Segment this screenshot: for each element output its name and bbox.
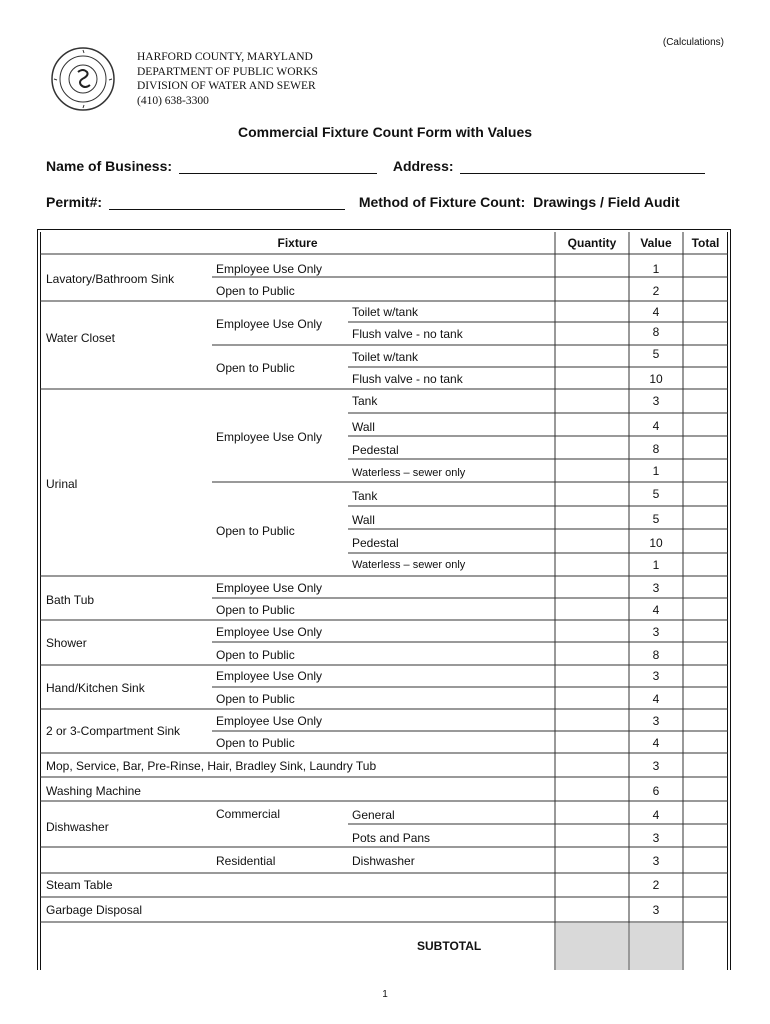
bath-employee: Employee Use Only [216, 581, 323, 595]
value-cell: 6 [652, 784, 660, 798]
lavatory-employee: Employee Use Only [216, 262, 323, 276]
value-cell: 4 [652, 808, 660, 822]
value-cell: 8 [652, 648, 660, 662]
value-cell: 3 [652, 831, 660, 845]
calculations-note: (Calculations) [662, 37, 724, 48]
value-cell: 4 [652, 736, 660, 750]
fixture-urinal: Urinal [46, 477, 78, 491]
urinal-emp-waterless: Waterless – sewer only [352, 467, 466, 479]
value-cell: 1 [652, 464, 660, 478]
value-cell: 5 [652, 487, 660, 501]
value-cell: 10 [649, 372, 663, 386]
value-cell: 4 [652, 692, 660, 706]
urinal-emp-tank: Tank [352, 394, 378, 408]
form-title: Commercial Fixture Count Form with Values [237, 124, 533, 140]
value-cell: 4 [652, 305, 660, 319]
urinal-emp-wall: Wall [352, 420, 375, 434]
fixture-bath-tub: Bath Tub [46, 593, 95, 607]
wc-public: Open to Public [216, 361, 295, 375]
header-fixture: Fixture [277, 236, 318, 250]
value-cell: 10 [649, 536, 663, 550]
value-cell: 3 [652, 669, 660, 683]
subtotal-total-cell[interactable] [684, 923, 727, 969]
dish-residential-dishwasher: Dishwasher [352, 854, 415, 868]
value-cell: 3 [652, 394, 660, 408]
fixture-steam-table: Steam Table [46, 878, 113, 892]
value-cell: 3 [652, 714, 660, 728]
shower-employee: Employee Use Only [216, 625, 323, 639]
wc-pub-tank: Toilet w/tank [352, 350, 419, 364]
urinal-pub-pedestal: Pedestal [352, 536, 399, 550]
value-cell: 5 [652, 512, 660, 526]
page-number: 1 [382, 989, 388, 1000]
dish-general: General [352, 808, 395, 822]
lavatory-public: Open to Public [216, 284, 295, 298]
wc-emp-flush: Flush valve - no tank [352, 327, 463, 341]
value-cell: 3 [652, 759, 660, 773]
value-cell: 5 [652, 347, 660, 361]
subtotal-label: SUBTOTAL [417, 939, 482, 953]
dish-residential: Residential [216, 854, 276, 868]
fixture-dishwasher: Dishwasher [46, 820, 109, 834]
value-cell: 3 [652, 903, 660, 917]
business-label: Name of Business: [46, 158, 173, 174]
shower-public: Open to Public [216, 648, 295, 662]
hand-employee: Employee Use Only [216, 669, 323, 683]
urinal-pub-tank: Tank [352, 489, 378, 503]
urinal-public: Open to Public [216, 524, 295, 538]
header-quantity: Quantity [567, 236, 617, 250]
value-cell: 2 [652, 284, 660, 298]
fixture-water-closet: Water Closet [46, 331, 115, 345]
hand-public: Open to Public [216, 692, 295, 706]
urinal-pub-waterless: Waterless – sewer only [352, 559, 466, 571]
address-label: Address: [392, 158, 454, 174]
value-cell: 3 [652, 625, 660, 639]
fixture-shower: Shower [46, 636, 87, 650]
value-cell: 1 [652, 262, 660, 276]
comp-public: Open to Public [216, 736, 295, 750]
comp-employee: Employee Use Only [216, 714, 323, 728]
urinal-employee: Employee Use Only [216, 430, 323, 444]
fixture-lavatory: Lavatory/Bathroom Sink [46, 272, 175, 286]
value-cell: 3 [652, 854, 660, 868]
fixture-compartment-sink: 2 or 3-Compartment Sink [46, 724, 181, 738]
phone-number: (410) 638-3300 [137, 94, 209, 107]
dish-pots-pans: Pots and Pans [352, 831, 431, 845]
fixture-mop-sink: Mop, Service, Bar, Pre-Rinse, Hair, Bradley Sink, Laundry Tub [46, 759, 377, 773]
department-name: DEPARTMENT OF PUBLIC WORKS [137, 65, 318, 78]
method-value: Drawings / Field Audit [533, 194, 680, 210]
header-value: Value [640, 236, 672, 250]
value-cell: 4 [652, 419, 660, 433]
fixture-hand-sink: Hand/Kitchen Sink [46, 681, 145, 695]
division-name: DIVISION OF WATER AND SEWER [137, 80, 316, 92]
county-name: HARFORD COUNTY, MARYLAND [137, 51, 313, 63]
value-cell: 8 [652, 442, 660, 456]
urinal-pub-wall: Wall [352, 513, 375, 527]
wc-employee: Employee Use Only [216, 317, 323, 331]
dish-commercial: Commercial [216, 807, 281, 821]
value-cell: 2 [652, 878, 660, 892]
wc-emp-tank: Toilet w/tank [352, 305, 419, 319]
permit-label: Permit#: [46, 194, 103, 210]
urinal-emp-pedestal: Pedestal [352, 443, 399, 457]
fixture-washing-machine: Washing Machine [46, 784, 141, 798]
bath-public: Open to Public [216, 603, 295, 617]
value-cell: 8 [652, 325, 660, 339]
header-total: Total [691, 236, 720, 250]
wc-pub-flush: Flush valve - no tank [352, 372, 463, 386]
value-cell: 1 [652, 558, 660, 572]
value-cell: 4 [652, 603, 660, 617]
method-label: Method of Fixture Count: [358, 194, 526, 210]
fixture-garbage-disposal: Garbage Disposal [46, 903, 143, 917]
value-cell: 3 [652, 581, 660, 595]
